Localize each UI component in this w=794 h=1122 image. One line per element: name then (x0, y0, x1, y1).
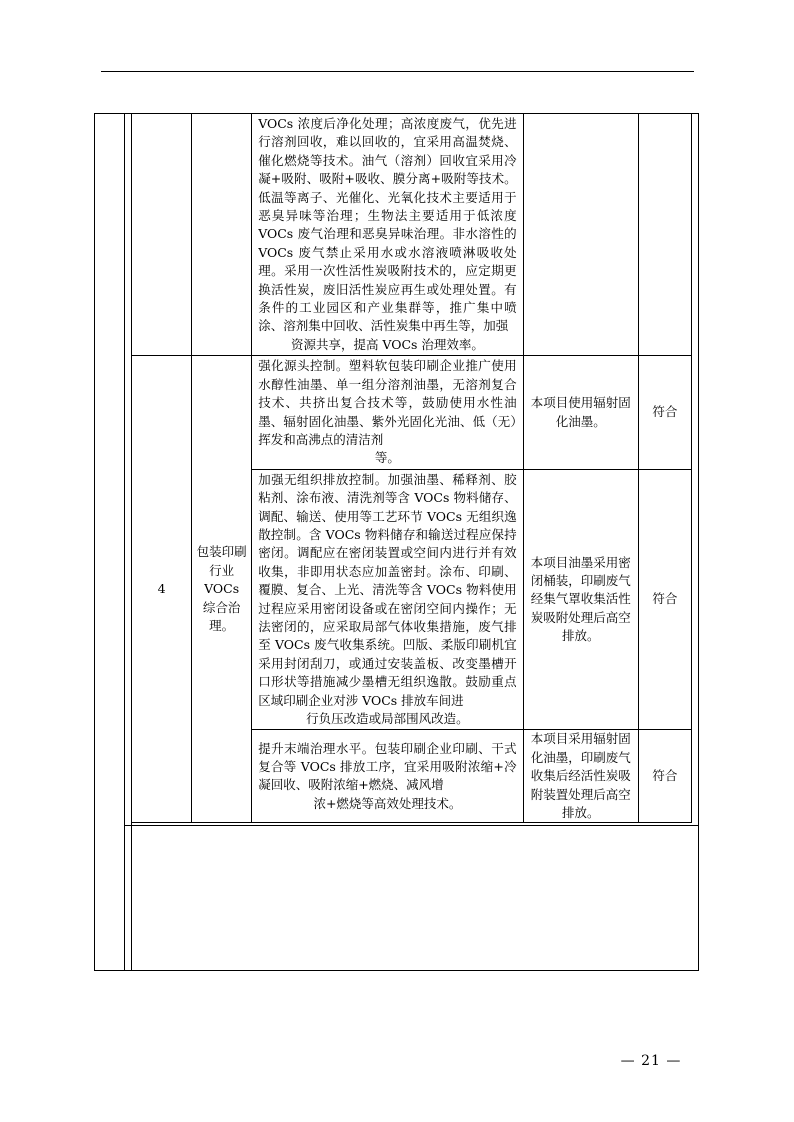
table-row-continued (132, 114, 692, 356)
requirement-text: 强化源头控制。塑料软包装印刷企业推广使用水醇性油墨、单一组分溶剂油墨，无溶剂复合技术、共挤出复合技术等，鼓励使用水性油墨、辐射固化油墨、紫外光固化光油、低（无）挥发和高沸点的清洁剂 (258, 358, 517, 447)
requirement-text: VOCs 浓度后净化处理；高浓度废气，优先进行溶剂回收，难以回收的，宜采用高温焚烧、催化燃烧等技术。油气（溶剂）回收宜采用冷凝+吸附、吸附+吸收、膜分离+吸附等技术。低温等离子、光催化、光氧化技术主要适用于恶臭异味等治理；生物法主要适用于低浓度 VOCs 废气治理和恶臭异味治理。非水溶性的 VOCs 废气禁止采用水或水溶液喷淋吸收处理。采用一次性活性炭吸附技术的，应定期更换活性炭，废旧活性炭应再生或处理处置。有条件的工业园区和产业集群等，推广集中喷涂、溶剂集中回收、活性炭集中再生等，加强 (258, 116, 517, 334)
header-rule (101, 71, 694, 72)
actual-cell: 本项目使用辐射固化油墨。 (523, 356, 638, 469)
requirement-cell (252, 730, 523, 823)
name-cell (192, 114, 252, 356)
result-cell (638, 114, 691, 356)
requirement-text-tail: 资源共享，提高 VOCs 治理效率。 (290, 336, 484, 352)
requirement-text-tail: 行负压改造或局部围风改造。 (306, 711, 469, 726)
result-cell: 符合 (638, 730, 691, 823)
actual-cell: 本项目采用辐射固化油墨，印刷废气收集后经活性炭吸附装置处理后高空排放。 (523, 730, 638, 823)
requirement-cell (252, 114, 523, 356)
left-margin-column-line (124, 113, 125, 971)
requirement-text-tail: 浓+燃烧等高效处理技术。 (313, 795, 462, 811)
result-cell: 符合 (638, 356, 691, 469)
requirement-text-tail: 等。 (374, 450, 400, 466)
item-name: 包装印刷行业 VOCs 综合治理。 (192, 356, 252, 823)
requirement-text: 加强无组织排放控制。加强油墨、稀释剂、胶粘剂、涂布液、清洗剂等含 VOCs 物料储存、调配、输送、使用等工艺环节 VOCs 无组织逸散控制。含 VOCs 物料储存和输送过程应保持密闭。调配应在密闭装置或空间内进行并有效收集，非即用状态应加盖密封。涂布、印刷、覆膜、复合、上光、清洗等含 VOCs 物料使用过程应采用密闭设备或在密闭空间内操作；无法密闭的，应采取局部气体收集措施，废气排至 VOCs 废气收集系统。凹版、柔版印刷机宜采用封闭刮刀，或通过安装盖板、改变墨槽开口形状等措施减少墨槽无组织逸散。鼓励重点区域印刷企业对涉 VOCs 排放车间进 (258, 471, 517, 708)
actual-cell: 本项目油墨采用密闭桶装，印刷废气经集气罩收集活性炭吸附处理后高空排放。 (523, 469, 638, 730)
result-cell: 符合 (638, 469, 691, 730)
requirement-text: 提升末端治理水平。包装印刷企业印刷、干式复合等 VOCs 排放工序，宜采用吸附浓缩+冷凝回收、吸附浓缩+燃烧、减风增 (258, 740, 517, 793)
compliance-table (131, 113, 692, 823)
page-number: — 21 — (620, 1053, 682, 1069)
number-cell (132, 114, 192, 356)
table-bottom-rule (124, 825, 699, 826)
requirement-cell (252, 469, 523, 730)
item-number: 4 (132, 356, 192, 823)
table-row (132, 356, 692, 469)
actual-cell (523, 114, 638, 356)
requirement-cell (252, 356, 523, 469)
